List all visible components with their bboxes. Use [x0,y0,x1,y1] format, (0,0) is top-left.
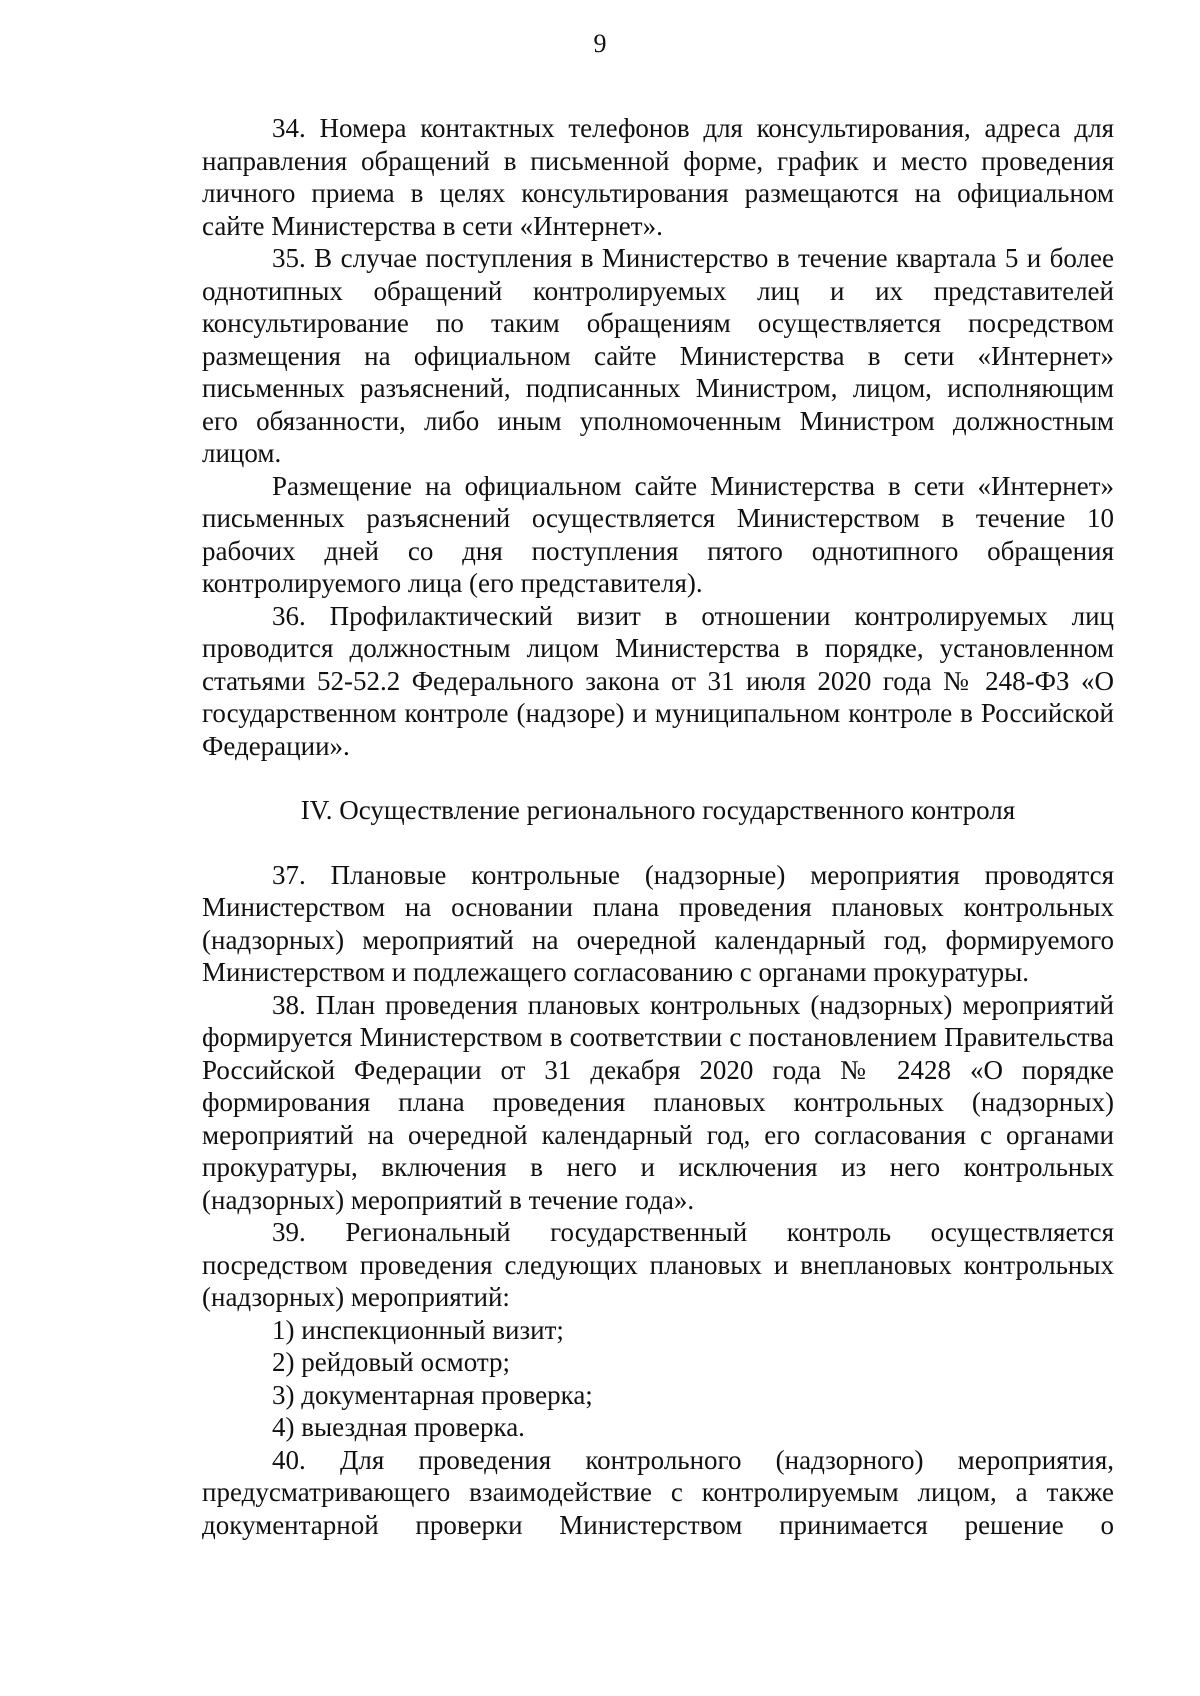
paragraph-40: 40. Для проведения контрольного (надзорного) мероприятия, предусматривающего взаимодействие с контролируемым лицом, а также документарной проверки Министерством принимается решение о [202,1444,1114,1540]
list-item: 2) рейдовый осмотр; [272,1347,511,1377]
paragraph-35: 35. В случае поступления в Министерство в течение квартала 5 и более однотипных обращений контролируемых лиц и их представителей консультирование по таким обращениям осуществляется посредством размещения на официальном сайте Министерства в сети «Интернет» письменных разъяснений, подписанных Министром, лицом, исполняющим его обязанности, либо иным уполномоченным Министром должностным лицом. [202,243,1114,468]
paragraph-35-placement: Размещение на официальном сайте Министерства в сети «Интернет» письменных разъяснений осуществляется Министерством в течение 10 рабочих дней со дня поступления пятого однотипного обращения контролируемого лица (его представителя). [202,470,1114,598]
paragraph-36: 36. Профилактический визит в отношении контролируемых лиц проводится должностным лицом Министерства в порядке, установленном статьями 52-52.2 Федерального закона от 31 июля 2020 года № 248-ФЗ «О государственном контроле (надзоре) и муниципальном контроле в Российской Федерации». [202,600,1114,761]
list-item: 1) инспекционный визит; [272,1314,564,1345]
paragraph-38: 38. План проведения плановых контрольных (надзорных) мероприятий формируется Министерством в соответствии с постановлением Правительства Российской Федерации от 31 декабря 2020 года № 2428 «О порядке формирования плана проведения плановых контрольных (надзорных) мероприятий на очередной календарный год, его согласования с органами прокуратуры, включения в него и исключения из него контрольных (надзорных) мероприятий в течение года». [202,989,1114,1215]
paragraph-39: 39. Региональный государственный контроль осуществляется посредством проведения следующих плановых и внеплановых контрольных (надзорных) мероприятий: [202,1217,1114,1312]
list-item: 4) выездная проверка. [272,1412,525,1442]
paragraph-37: 37. Плановые контрольные (надзорные) мероприятия проводятся Министерством на основании плана проведения плановых контрольных (надзорных) мероприятий на очередной календарный год, формируемого Министерством и подлежащего согласованию с органами прокуратуры. [202,859,1114,987]
list-item: 3) документарная проверка; [272,1379,593,1410]
page-number: 9 [593,29,607,58]
section-heading: IV. Осуществление регионального государственного контроля [300,795,1016,825]
document-body [202,112,1114,1541]
paragraph-34: 34. Номера контактных телефонов для консультирования, адреса для направления обращений в письменной форме, график и место проведения личного приема в целях консультирования размещаются на официальном сайте Министерства в сети «Интернет». [202,113,1114,241]
